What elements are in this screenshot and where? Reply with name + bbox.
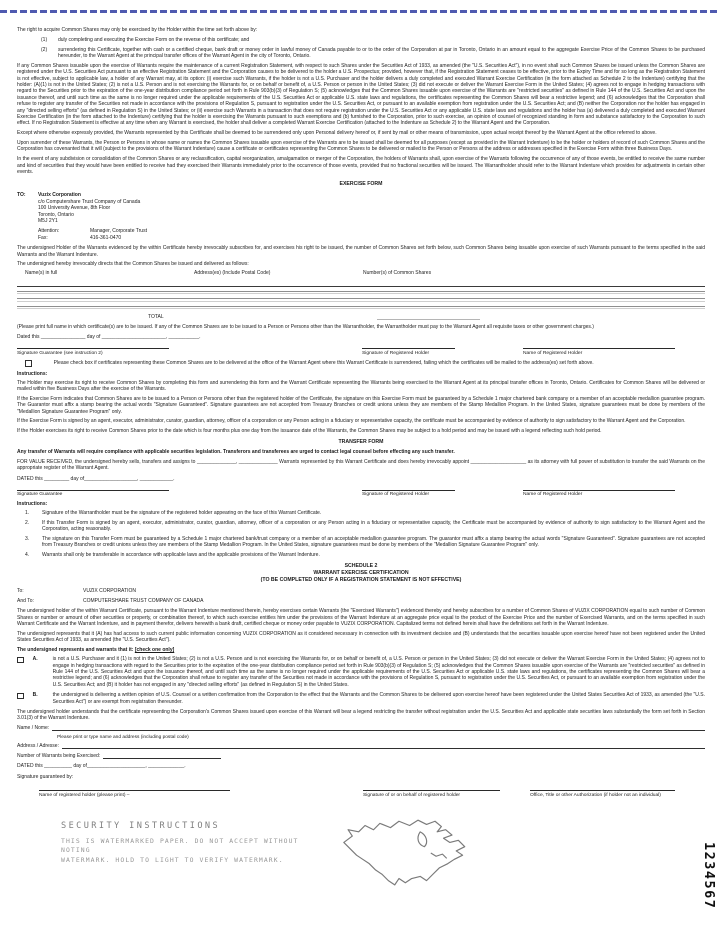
signature-of-holder-field[interactable]: Signature of Registered Holder [362, 490, 455, 498]
to-label: TO: [17, 192, 26, 199]
total-write-in-line[interactable] [377, 315, 480, 320]
transfer-instruction-1 [17, 510, 705, 516]
name-label: Name / Nome: [17, 725, 50, 732]
schedule2-paragraph-2: The undersigned represents that it (A) has had access to such current public information concerning VUZIX CORPORATION as it considered necessary in connection with its investment decision and (B) understands that the securities issuable upon exercise hereof have not been registered under the United States Securities Act of 1933, as amended (the "U.S. Securities Act"). [17, 630, 705, 644]
for-value-received[interactable]: FOR VALUE RECEIVED, the undersigned hereby sells, transfers and assigns to ______________, ______________ Warrants represented by this Warrant Certificate and does hereby irrevocably appoint ____________________ as its attorney with full power of substitution to transfer the said Warrants on the appropriate register of the Warrant Agent. [17, 458, 705, 472]
delivery-checkbox[interactable] [25, 360, 32, 367]
warrants-exercised-label: Number of Warrants being Exercised: [17, 752, 101, 759]
col-address-header: Address(es) (Include Postal Code) [194, 269, 271, 276]
corporation-name: Vuzix Corporation [38, 192, 81, 199]
col-number-header: Number(s) of Common Shares [363, 269, 432, 276]
schedule2-addressees [17, 588, 705, 604]
list-number: 3. [25, 535, 30, 542]
document-body [17, 27, 705, 892]
signature-guarantee-field[interactable]: Signature Guarantee [17, 490, 169, 498]
perforation-dashed-line [0, 10, 720, 13]
address-field-row [17, 743, 705, 749]
fax-label: Fax: [38, 234, 48, 241]
address-line: M5J 2Y1 [38, 218, 58, 225]
warrants-write-in-line[interactable] [103, 754, 221, 759]
transfer-instruction-3 [17, 536, 705, 549]
transfer-form-title: TRANSFER FORM [338, 438, 384, 445]
to-value: VUZIX CORPORATION [83, 588, 136, 595]
paragraph-registration: If any Common Shares issuable upon the exercise of Warrants require the maintenance of a current Registration Statement, with respect to such Shares under the Securities Act of 1933, as amended (the "U.S. Securities Act"), in no event shall such Common Shares be issued unless the Common Shares are registered under the U.S. Securities Act pursuant to an effective Registration Statement and the Corporation causes to be delivered to the holder a U.S. Prospectus; provided, however that, if the Registration Statement ceases to be effective, prior to the Expiry Time and for so long as the Registration Statement is not effective, subject to applicable law, a holder of any Warrant may, at its option: (i) exercise such Warrants, if the holder is not a U.S. Purchaser and the holder delivers a duly completed and executed Warrant Exercise Certification (in the form attached as Schedule 2 to the Indenture) certifying that the holder: (A)(1) is not in the United States; (2) is not a U.S. Person and is not exercising the Warrants for, or on behalf or benefit of, a U.S. Person or person in the United States; (3) did not execute or deliver the Warrant Exercise Form in the United States; (4) agrees not to engage in hedging transactions with regard to the Securities prior to the expiration of the one-year distribution compliance period set forth in Rule 903(b)(3) of Regulation S; (5) acknowledges that the Common Shares issuable upon exercise of the Warrants are "restricted securities" as defined in Rule 144 of the U.S. Securities Act and upon the issuance thereof, and until such time as the same is no longer required under the applicable requirements of the U.S. Securities Act or applicable U.S. state laws and regulations, the certificates representing the Common Shares will bear a restrictive legend; and (6) acknowledges that the Corporation shall refuse to register any transfer of the Securities not made in accordance with the provisions of Regulation S, pursuant to registration under the U.S. Securities Act, or pursuant to an available exemption from registration under the U.S. Securities Act; and (B) neither the Corporation nor the holder has engaged in any "directed selling efforts" (as defined in Regulation S) in the United States; or (ii) exercise such Warrants in a transaction that does not require registration under the U.S. Securities Act or any applicable U.S. state laws and regulations and the holder has (a) delivered a duly completed and executed Warrant Exercise Certification (in the form attached to the Indenture) certifying that the holder is exercising the Warrants pursuant to such exemptions and (b) furnished to the Corporation, prior to such exercise, an opinion of counsel of recognized standing in form and substance satisfactory to the Corporation to such effect. If no Registration Statement is effective at any time when any Warrant is exercised, the holder shall deliver a completed Warrant Exercise Certification (attached to the Indenture as Schedule 2) to the Warrant Agent and the Corporation. [17, 62, 705, 127]
transfer-instruction-4 [17, 552, 705, 558]
transfer-signature-row [17, 490, 705, 498]
represents-intro-text: The undersigned represents and warrants that it: [17, 647, 134, 654]
transfer-instruction-2 [17, 520, 705, 533]
exercise-signature-row [17, 348, 705, 356]
signature-guarantee-field[interactable]: Signature Guarantee (see instruction 2) [17, 348, 169, 356]
paragraph-upon-surrender: Upon surrender of these Warrants, the Person or Persons in whose name or names the Common Shares issuable upon exercise of the Warrants are to be issued shall be deemed for all purposes (except as provided in the Warrant Indenture) to be the holder or holders of record of such Common Shares and the Corporation has covenanted that it will (subject to the provisions of the Warrant Indenture) cause a certificate or certificates representing the Common Shares to be delivered or mailed to the Person or Persons at the address or addresses specified in the Exercise Form within three Business Days. [17, 140, 705, 153]
total-label: TOTAL [148, 314, 164, 320]
list-text: Signature of the Warrantholder must be the signature of the registered holder appearing on the face of this Warrant Certificate. [42, 509, 322, 516]
signature-guaranteed-by: Signature guaranteed by: [17, 774, 74, 780]
signature-of-holder-field[interactable]: Signature of Registered Holder [362, 348, 455, 356]
write-in-line[interactable] [17, 291, 705, 294]
certification-option-a [17, 656, 705, 688]
name-hint: Please print or type name and address (including postal code) [57, 734, 189, 740]
exercise-form-addressee [17, 192, 705, 241]
represents-intro [17, 647, 705, 653]
table-note: (Please print full name in which certificate(s) are to be issued. If any of the Common Shares are to be issued to a Person or Persons other than the Warrantholder, the Warrantholder must pay to the Warrant Agent all requisite taxes or other government charges.) [17, 324, 594, 330]
exercise-instructions-title: Instructions: [17, 370, 48, 377]
certification-option-b [17, 692, 705, 705]
security-line-2: WATERMARK. HOLD TO LIGHT TO VERIFY WATERMARK. [61, 855, 284, 864]
total-row [17, 314, 705, 320]
legend-intro: The right to acquire Common Shares may only be exercised by the Holder within the time set forth above by: [17, 27, 258, 33]
option-letter: B. [32, 692, 38, 699]
exercise-instruction-2: If the Exercise Form indicates that Common Shares are to be issued to a Person or Persons other than the registered holder of the Certificate, the signature on this Exercise Form must be guaranteed by a Schedule 1 major chartered bank company or a member of an acceptable medallion guarantee program. The Guarantor must affix a stamp bearing the actual words "Signature Guaranteed". Signature guarantees are not accepted from Treasury Branches or credit unions unless they are members of the Stamp Medallion Program. In the United States, signature guarantees must be done by members of the "Medallion Signature Guarantee Program" only. [17, 395, 705, 415]
schedule2-dated-line[interactable]: DATED this __________ day of_____________________, _____________. [17, 763, 186, 769]
list-number: 2. [25, 519, 30, 526]
list-number: 4. [25, 551, 30, 558]
schedule2-subtitle: WARRANT EXERCISE CERTIFICATION [313, 569, 409, 576]
col-names-header: Name(s) in full [25, 269, 58, 276]
security-instructions-block [17, 821, 705, 892]
write-in-line[interactable] [17, 286, 705, 287]
write-in-line[interactable] [17, 306, 705, 309]
registered-holder-signature-field[interactable]: Signature of or on behalf of registered holder [363, 790, 500, 798]
name-write-in-line[interactable] [52, 726, 705, 731]
security-text [61, 821, 323, 892]
address-line: 100 University Avenue, 8th Floor [38, 205, 111, 212]
paragraph-direct: The undersigned hereby irrevocably directs that the Common Shares be issued and delivered as follows: [17, 261, 249, 268]
list-text: duly completing and executing the Exercise Form on the reverse of this certificate; and [58, 36, 250, 43]
address-line: c/o Computershare Trust Company of Canada [38, 198, 141, 205]
option-b-checkbox[interactable] [17, 693, 24, 700]
and-to-label: And To: [17, 597, 34, 604]
check-one-only-note: [check one only] [134, 647, 175, 654]
delivery-option-row [17, 360, 705, 367]
delivery-checkbox-label: Please check box if certificates representing these Common Shares are to be delivered at the office of the Warrant Agent where this Warrant Certificate is surrendered, failing which the certificates will be mailed to the address(es) set forth above. [53, 359, 594, 366]
schedule2-condition: (TO BE COMPLETED ONLY IF A REGISTRATION STATEMENT IS NOT EFFECTIVE) [260, 576, 462, 583]
security-title: SECURITY INSTRUCTIONS [61, 820, 221, 831]
paragraph-subdivision: In the event of any subdivision or consolidation of the Common Shares or any reclassification, capital reorganization, amalgamation or merger of the Corporation, the holders of Warrants shall, upon exercise of the Warrants following the occurrence of any of those events, be entitled to receive the same number and kind of securities that they would have been entitled to receive had they exercised their Warrants immediately prior to the occurrence of those events, provided that no fractional securities will be issued. The Warrantholder should refer to the Warrant Indenture which provides for adjustments in certain other events. [17, 156, 705, 176]
write-in-line[interactable] [17, 298, 705, 301]
issue-table-header [17, 270, 705, 276]
transfer-dated-line[interactable]: DATED this _________ day of___________________, ____________. [17, 475, 175, 482]
address-label: Address / Adresse: [17, 743, 59, 750]
name-of-holder-field[interactable]: Name of Registered Holder [523, 490, 675, 498]
paragraph-subscribe: The undersigned Holder of the Warrants evidenced by the within Certificate hereby irrevocably subscribes for, and exercises his right to be issued, the number of Common Shares set forth below, such Common Shares being issuable upon exercise of such Warrants pursuant to the terms specified in the said Warrants and the Warrant Indenture. [17, 245, 705, 258]
transfer-notice: Any transfer of Warrants will require compliance with applicable securities legislation. Transferors and transferees are urged to contact legal counsel before effecting any such transfer. [17, 449, 455, 456]
fax-value: 416-361-0470 [90, 234, 122, 241]
to-label: To: [17, 588, 24, 595]
legend-item-2 [17, 47, 705, 60]
list-text: The signature on this Transfer Form must be guaranteed by a Schedule 1 major chartered bank/trust company or a member of an acceptable medallion guarantee program. The guarantor must affix a stamp bearing the actual words "Signature Guaranteed". Signature guarantees are not accepted from Treasury Branches or credit unions unless they are members of the Stamp Medallion Program. In the United States, signature guarantees must be done by members of the "Medallion Signature Guarantee Program" only. [42, 535, 705, 549]
option-text: is not a U.S. Purchaser and it (1) is not in the United States; (2) is not a U.S. Person and is not exercising the Warrants for, or on behalf or benefit of, a U.S. Person or person in the United States; (3) did not execute or deliver the Warrant Exercise Form in the United States; (4) agrees not to engage in hedging transactions with regard to the Securities prior to the expiration of the one-year distribution compliance period set forth in Rule 903(b)(3) of Regulation S; (5) acknowledges that the Common Shares issuable upon exercise of the Warrants are "restricted securities" as defined in Rule 144 of the U.S. Securities Act and upon the issuance thereof, and until such time as the same is no longer required under the applicable requirements of the U.S. Securities Act or applicable U.S. state laws and regulations, the certificates representing the Common Shares will bear a restrictive legend; and (6) acknowledges that the Corporation shall refuse to register any transfer of the Securities not made in accordance with the provisions of Regulation S, pursuant to registration under the U.S. Securities Act, or pursuant to an available exemption from registration under the U.S. Securities Act; and (B) it holder has not engaged in any "directed selling efforts" (as defined in Regulation S) in the United States. [52, 656, 705, 688]
address-line: Toronto, Ontario [38, 211, 74, 218]
list-number: (2) [41, 46, 48, 53]
north-america-map-icon [337, 817, 497, 892]
list-text: Warrants shall only be transferable in accordance with applicable laws and the applicable provisions of the Warrant Indenture. [42, 551, 320, 558]
address-write-in-line[interactable] [62, 744, 705, 749]
list-number: 1. [25, 509, 30, 516]
exercise-instruction-1: The Holder may exercise its right to receive Common Shares by completing this form and surrendering this form and the Warrant Certificate representing the Warrants being exercised to the Warrant Agent at its principal transfer offices in Toronto, Ontario. Certificates for Common Shares will be delivered or mailed within five Business Days after the exercise of the Warrants. [17, 379, 705, 392]
office-title-authorization-field[interactable]: Office, Title or other Authorization (if holder not an individual) [530, 790, 675, 798]
option-letter: A. [32, 656, 38, 663]
option-a-checkbox[interactable] [17, 657, 24, 664]
exercise-form-title: EXERCISE FORM [339, 181, 383, 188]
attention-value: Manager, Corporate Trust [90, 228, 147, 235]
name-field-row [17, 725, 705, 731]
legend-item-1 [17, 37, 705, 43]
schedule2-paragraph-3: The undersigned holder understands that the certificate representing the Corporation's Common Shares issued upon exercise of this Warrant will bear a legend restricting the transfer without registration under the U.S. Securities Act and applicable state securities laws substantially the form set forth in Section 3.01(3) of the Warrant Indenture. [17, 709, 705, 722]
security-line-1: THIS IS WATERMARKED PAPER. DO NOT ACCEPT WITHOUT NOTING [61, 836, 299, 855]
schedule2-paragraph-1: The undersigned holder of the within Warrant Certificate, pursuant to the Warrant Indenture mentioned therein, hereby exercises certain Warrants (the "Exercised Warrants") evidenced thereby and hereby subscribes for a number of Common Shares of VUZIX CORPORATION equal to such number of Common Shares or number or amount of other securities or property, or combination thereof, to which such exercise entitles him under the provisions of the Warrant Indenture at an aggregate price equal to the product of the Exercise Price and the number of Exercised Warrants, and on the terms specified in such Warrant Certificate and the Warrant Indenture, and in payment therefor, delivers herewith a bank draft, certified cheque or money order payable to VUZIX CORPORATION. Capitalized terms not defined herein shall have the definitions set forth in the Warrant Indenture. [17, 608, 705, 628]
schedule2-signature-row [17, 790, 705, 798]
and-to-value: COMPUTERSHARE TRUST COMPANY OF CANADA [83, 597, 204, 604]
option-text: the undersigned is delivering a written opinion of U.S. Counsel or a written confirmation from the Corporation to the effect that the Warrants and the Common Shares to be delivered upon exercise hereof have been registered under the United States Securities Act of 1933, as amended (the "U.S. Securities Act") or are exempt from registration thereunder. [52, 692, 705, 705]
list-text: If this Transfer Form is signed by an agent, executor, administrator, curator, guardian, attorney, officer of a corporation or any Person acting in a fiduciary or representative capacity, the Certificate must be accompanied by evidence of authority to sign satisfactory to the Warrant Agent and the Corporation, acting reasonably. [42, 519, 705, 532]
list-number: (1) [41, 36, 48, 43]
name-of-holder-field[interactable]: Name of Registered Holder [523, 348, 675, 356]
list-text: surrendering this Certificate, together with cash or a certified cheque, bank draft or money order in lawful money of Canada payable to or to the order of the Corporation at par in Toronto, Ontario in an amount equal to the aggregate Exercise Price of the Common Shares to be purchased hereunder, to the Warrant Agent at the principal transfer offices of the Warrant Agent in the city of Toronto, Ontario. [58, 46, 705, 59]
exercise-instruction-3: If the Exercise Form is signed by an agent, executor, administrator, curator, guardian, attorney, officer of a corporation or any Person acting in a fiduciary or representative capacity, the certificate must be accompanied by evidence of authority to sign satisfactory to the Warrant Agent and the Corporation. [17, 418, 686, 425]
exercise-instruction-4: If the Holder exercises its right to receive Common Shares prior to the date which is four months plus one day from the issuance date of the Warrants, the Common Shares may be subject to a hold period and may be issued with a legend reflecting such hold period. [17, 428, 602, 435]
certificate-serial-number: 1234567 [701, 842, 717, 910]
dated-line[interactable]: Dated this ________________ day of _______________________, ___________. [17, 334, 201, 341]
paragraph-surrender: Except where otherwise expressly provided, the Warrants represented by this Certificate shall be deemed to be surrendered only upon Personal delivery hereof or, if sent by mail or other means of transmission, upon actual receipt thereof by the Warrant Agent at the office referred to above. [17, 130, 657, 137]
schedule2-title: SCHEDULE 2 [344, 563, 378, 570]
warrants-exercised-row [17, 753, 705, 759]
attention-label: Attention: [38, 228, 60, 235]
registered-holder-name-field[interactable]: Name of registered holder (please print) – [39, 790, 230, 798]
transfer-instructions-title: Instructions: [17, 501, 48, 508]
